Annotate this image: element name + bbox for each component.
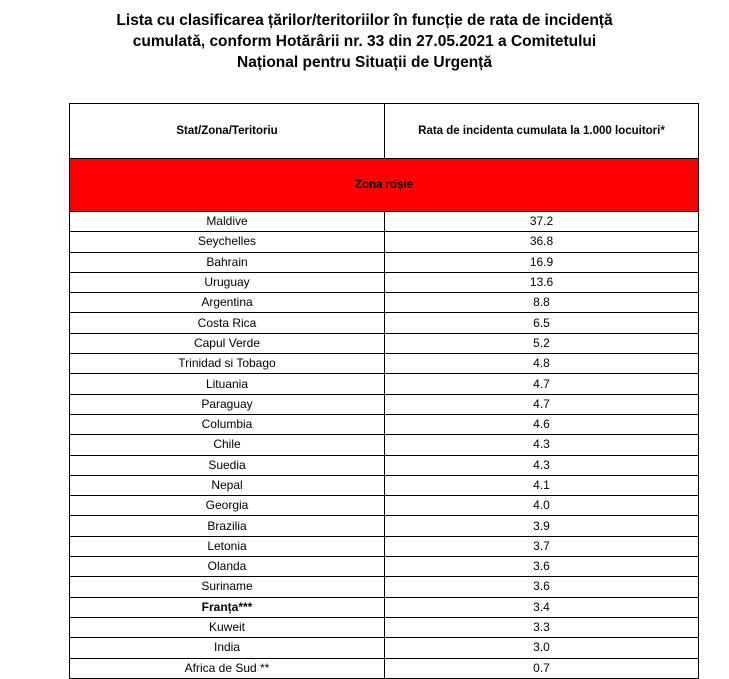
rate-cell: 4.6 bbox=[385, 414, 699, 434]
rate-cell: 4.3 bbox=[385, 455, 699, 475]
country-cell: Franța*** bbox=[70, 597, 385, 617]
country-cell: Chile bbox=[70, 435, 385, 455]
table-row bbox=[70, 212, 699, 232]
zone-label: Zona roșie bbox=[70, 159, 699, 212]
rate-cell: 3.4 bbox=[385, 597, 699, 617]
rate-cell: 37.2 bbox=[385, 212, 699, 232]
title-line-1: Lista cu clasificarea țărilor/teritoriilor în funcție de rata de incidență bbox=[116, 12, 613, 29]
rate-cell: 4.0 bbox=[385, 496, 699, 516]
rate-cell: 3.9 bbox=[385, 516, 699, 536]
table-row bbox=[70, 313, 699, 333]
country-cell: Bahrain bbox=[70, 252, 385, 272]
table-row bbox=[70, 597, 699, 617]
country-cell: Paraguay bbox=[70, 394, 385, 414]
country-cell: Olanda bbox=[70, 557, 385, 577]
rate-cell: 3.6 bbox=[385, 577, 699, 597]
table-row bbox=[70, 455, 699, 475]
table-row bbox=[70, 496, 699, 516]
table-header-row bbox=[70, 104, 699, 159]
table-row bbox=[70, 617, 699, 637]
rate-cell: 4.8 bbox=[385, 354, 699, 374]
table-row bbox=[70, 435, 699, 455]
rate-cell: 4.7 bbox=[385, 394, 699, 414]
country-cell: Georgia bbox=[70, 496, 385, 516]
table-row bbox=[70, 354, 699, 374]
rate-cell: 36.8 bbox=[385, 232, 699, 252]
document-title bbox=[0, 10, 729, 73]
country-cell: Trinidad si Tobago bbox=[70, 354, 385, 374]
table-row bbox=[70, 394, 699, 414]
rate-cell: 3.6 bbox=[385, 557, 699, 577]
country-cell: Seychelles bbox=[70, 232, 385, 252]
country-cell: Columbia bbox=[70, 414, 385, 434]
table-row bbox=[70, 536, 699, 556]
country-cell: India bbox=[70, 638, 385, 658]
country-cell: Suedia bbox=[70, 455, 385, 475]
table-row bbox=[70, 374, 699, 394]
rate-cell: 5.2 bbox=[385, 333, 699, 353]
rate-cell: 16.9 bbox=[385, 252, 699, 272]
table-row bbox=[70, 414, 699, 434]
rate-cell: 0.7 bbox=[385, 658, 699, 678]
table-row bbox=[70, 577, 699, 597]
country-cell: Africa de Sud ** bbox=[70, 658, 385, 678]
table-row bbox=[70, 638, 699, 658]
country-cell: Suriname bbox=[70, 577, 385, 597]
rate-cell: 8.8 bbox=[385, 293, 699, 313]
country-cell: Uruguay bbox=[70, 272, 385, 292]
rate-cell: 4.1 bbox=[385, 475, 699, 495]
country-cell: Capul Verde bbox=[70, 333, 385, 353]
country-cell: Letonia bbox=[70, 536, 385, 556]
rate-cell: 4.3 bbox=[385, 435, 699, 455]
table-row bbox=[70, 557, 699, 577]
country-cell: Kuweit bbox=[70, 617, 385, 637]
country-cell: Argentina bbox=[70, 293, 385, 313]
title-line-2: cumulată, conform Hotărârii nr. 33 din 27.05.2021 a Comitetului bbox=[132, 33, 597, 50]
rate-cell: 3.0 bbox=[385, 638, 699, 658]
rate-cell: 3.7 bbox=[385, 536, 699, 556]
table-row bbox=[70, 333, 699, 353]
table-row bbox=[70, 252, 699, 272]
country-table bbox=[69, 103, 699, 679]
rate-cell: 3.3 bbox=[385, 617, 699, 637]
table-row bbox=[70, 516, 699, 536]
title-line-3: Național pentru Situații de Urgență bbox=[237, 54, 492, 71]
country-cell: Nepal bbox=[70, 475, 385, 495]
rate-cell: 6.5 bbox=[385, 313, 699, 333]
header-rate: Rata de incidenta cumulata la 1.000 locuitori* bbox=[385, 104, 699, 159]
header-country: Stat/Zona/Teritoriu bbox=[70, 104, 385, 159]
rate-cell: 13.6 bbox=[385, 272, 699, 292]
country-cell: Brazilia bbox=[70, 516, 385, 536]
table-row bbox=[70, 658, 699, 678]
country-cell: Lituania bbox=[70, 374, 385, 394]
table-row bbox=[70, 272, 699, 292]
rate-cell: 4.7 bbox=[385, 374, 699, 394]
zone-row bbox=[70, 159, 699, 212]
table-row bbox=[70, 232, 699, 252]
table-row bbox=[70, 475, 699, 495]
country-cell: Costa Rica bbox=[70, 313, 385, 333]
country-cell: Maldive bbox=[70, 212, 385, 232]
table-row bbox=[70, 293, 699, 313]
